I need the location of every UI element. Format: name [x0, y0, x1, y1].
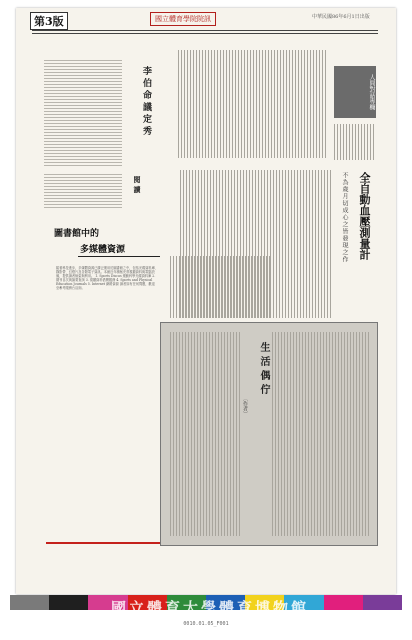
- swatch: [10, 595, 49, 610]
- header-rule-2: [32, 33, 378, 34]
- small-title: 閱讀: [133, 176, 142, 196]
- bp-article-title: 全自動血壓測量計: [358, 172, 371, 260]
- library-title-line1: 圖書館中的: [54, 229, 100, 239]
- museum-watermark: 國立體育大學體育博物館: [110, 599, 309, 617]
- masthead: 國立體育學院院訊: [150, 12, 216, 26]
- text-block: [44, 172, 122, 208]
- library-title-line2: 多媒體資源: [80, 245, 126, 255]
- column-tag: 人間對話專欄: [334, 66, 376, 118]
- article-title: 李伯命議定秀: [141, 66, 151, 138]
- publication-date: 中華民國86年6月1日出版: [312, 14, 370, 20]
- text-block: [270, 332, 370, 536]
- library-article-text: 隨著科技進步，多媒體資源已廣泛運用於圖書館之中，包括光碟資料庫、錄影帶、幻燈片及各類電子資訊。本館近年積極充實視聽資料與電腦設備，提供讀者檢索與利用。 1. Sports Discus 運動科學光碟資料庫 2. 期刊目次與摘要查詢 3. 視聽資料借閱服務 4. Sports and Physical Education Journals 5. Internet 網路資源 讀者如有任何問題，歡迎至參考服務台洽詢。: [56, 266, 158, 291]
- issue-number: 第3版: [30, 12, 68, 30]
- red-rule: [46, 542, 162, 544]
- life-article-author: 〔作者〕: [242, 396, 248, 416]
- life-article-title: 生活偶佇: [258, 342, 269, 398]
- title-underline: [78, 256, 160, 257]
- text-block: [176, 50, 328, 158]
- bp-article-subtitle: 不為歲月切成心之皆發現之作: [341, 172, 348, 263]
- text-block: [332, 124, 376, 160]
- text-block: [44, 58, 122, 168]
- swatch: [363, 595, 402, 610]
- text-block: [168, 256, 272, 318]
- archive-id: 0010.01.05_F001: [183, 621, 229, 627]
- header-rule: [32, 30, 378, 31]
- text-block: [168, 332, 240, 536]
